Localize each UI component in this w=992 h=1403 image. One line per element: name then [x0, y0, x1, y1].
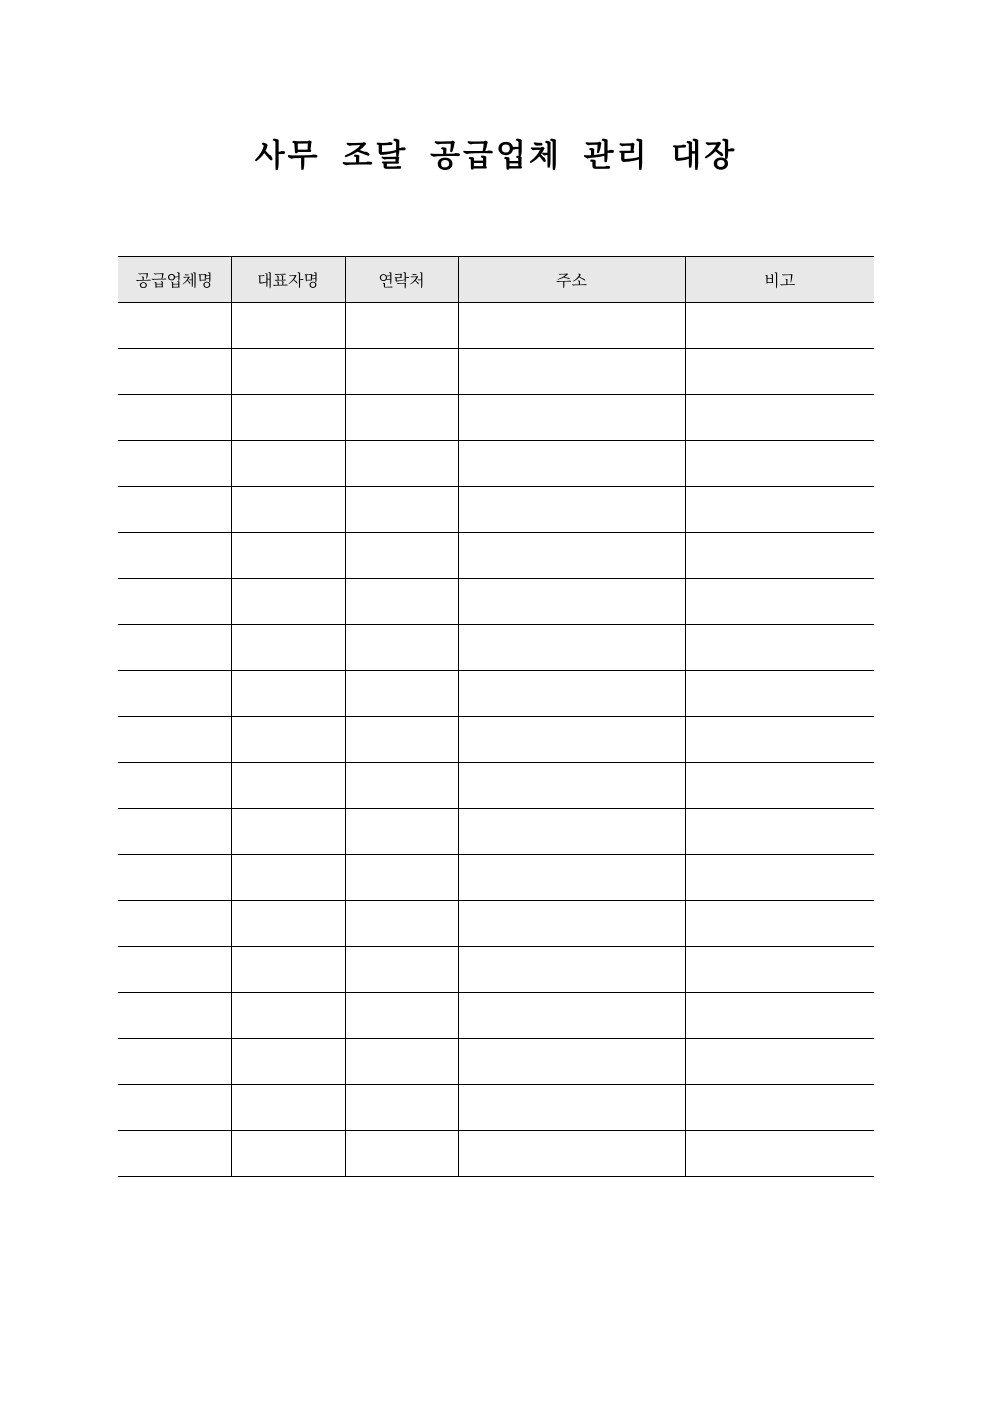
header-supplier-name: 공급업체명	[118, 257, 231, 303]
cell-supplier-name[interactable]	[118, 625, 231, 671]
cell-remarks[interactable]	[685, 671, 874, 717]
cell-address[interactable]	[458, 487, 685, 533]
page-title: 사무 조달 공급업체 관리 대장	[254, 138, 738, 174]
cell-remarks[interactable]	[685, 441, 874, 487]
cell-remarks[interactable]	[685, 855, 874, 901]
cell-remarks[interactable]	[685, 487, 874, 533]
table-row	[118, 487, 874, 533]
cell-address[interactable]	[458, 441, 685, 487]
cell-representative-name[interactable]	[231, 349, 345, 395]
cell-contact[interactable]	[345, 1085, 458, 1131]
cell-address[interactable]	[458, 1085, 685, 1131]
cell-remarks[interactable]	[685, 579, 874, 625]
table-body	[118, 303, 874, 1177]
cell-supplier-name[interactable]	[118, 993, 231, 1039]
header-representative-name: 대표자명	[231, 257, 345, 303]
table-header-row	[118, 257, 874, 303]
cell-contact[interactable]	[345, 395, 458, 441]
cell-address[interactable]	[458, 717, 685, 763]
cell-representative-name[interactable]	[231, 809, 345, 855]
cell-address[interactable]	[458, 579, 685, 625]
cell-supplier-name[interactable]	[118, 487, 231, 533]
cell-address[interactable]	[458, 303, 685, 349]
cell-remarks[interactable]	[685, 1085, 874, 1131]
cell-supplier-name[interactable]	[118, 717, 231, 763]
cell-representative-name[interactable]	[231, 901, 345, 947]
cell-representative-name[interactable]	[231, 1039, 345, 1085]
cell-supplier-name[interactable]	[118, 349, 231, 395]
cell-representative-name[interactable]	[231, 1085, 345, 1131]
table-row	[118, 395, 874, 441]
cell-remarks[interactable]	[685, 809, 874, 855]
cell-remarks[interactable]	[685, 349, 874, 395]
cell-supplier-name[interactable]	[118, 441, 231, 487]
header-contact: 연락처	[345, 257, 458, 303]
cell-supplier-name[interactable]	[118, 533, 231, 579]
cell-contact[interactable]	[345, 763, 458, 809]
cell-remarks[interactable]	[685, 625, 874, 671]
cell-remarks[interactable]	[685, 993, 874, 1039]
cell-supplier-name[interactable]	[118, 809, 231, 855]
cell-contact[interactable]	[345, 349, 458, 395]
cell-supplier-name[interactable]	[118, 579, 231, 625]
cell-representative-name[interactable]	[231, 395, 345, 441]
cell-remarks[interactable]	[685, 901, 874, 947]
cell-contact[interactable]	[345, 855, 458, 901]
cell-address[interactable]	[458, 855, 685, 901]
cell-representative-name[interactable]	[231, 1131, 345, 1177]
table-row	[118, 1131, 874, 1177]
cell-supplier-name[interactable]	[118, 671, 231, 717]
cell-contact[interactable]	[345, 487, 458, 533]
cell-contact[interactable]	[345, 1039, 458, 1085]
table-row	[118, 1085, 874, 1131]
cell-representative-name[interactable]	[231, 441, 345, 487]
cell-address[interactable]	[458, 947, 685, 993]
cell-remarks[interactable]	[685, 1131, 874, 1177]
cell-remarks[interactable]	[685, 395, 874, 441]
table-row	[118, 625, 874, 671]
table-row	[118, 993, 874, 1039]
cell-supplier-name[interactable]	[118, 855, 231, 901]
header-address: 주소	[458, 257, 685, 303]
header-remarks: 비고	[685, 257, 874, 303]
cell-supplier-name[interactable]	[118, 1085, 231, 1131]
cell-contact[interactable]	[345, 303, 458, 349]
cell-contact[interactable]	[345, 533, 458, 579]
table-row	[118, 671, 874, 717]
cell-address[interactable]	[458, 533, 685, 579]
cell-remarks[interactable]	[685, 947, 874, 993]
cell-contact[interactable]	[345, 947, 458, 993]
table-row	[118, 349, 874, 395]
cell-supplier-name[interactable]	[118, 1039, 231, 1085]
table-row	[118, 1039, 874, 1085]
cell-remarks[interactable]	[685, 717, 874, 763]
cell-supplier-name[interactable]	[118, 1131, 231, 1177]
cell-representative-name[interactable]	[231, 993, 345, 1039]
cell-address[interactable]	[458, 993, 685, 1039]
cell-representative-name[interactable]	[231, 947, 345, 993]
table-row	[118, 303, 874, 349]
table-row	[118, 855, 874, 901]
cell-supplier-name[interactable]	[118, 395, 231, 441]
cell-supplier-name[interactable]	[118, 303, 231, 349]
cell-address[interactable]	[458, 625, 685, 671]
table-row	[118, 901, 874, 947]
cell-representative-name[interactable]	[231, 487, 345, 533]
cell-remarks[interactable]	[685, 1039, 874, 1085]
cell-contact[interactable]	[345, 625, 458, 671]
supplier-ledger-table	[118, 256, 874, 1177]
table-row	[118, 441, 874, 487]
cell-supplier-name[interactable]	[118, 901, 231, 947]
cell-representative-name[interactable]	[231, 579, 345, 625]
cell-representative-name[interactable]	[231, 717, 345, 763]
cell-representative-name[interactable]	[231, 303, 345, 349]
cell-representative-name[interactable]	[231, 763, 345, 809]
table-row	[118, 533, 874, 579]
cell-representative-name[interactable]	[231, 855, 345, 901]
table-row	[118, 809, 874, 855]
cell-representative-name[interactable]	[231, 671, 345, 717]
cell-contact[interactable]	[345, 993, 458, 1039]
cell-address[interactable]	[458, 349, 685, 395]
cell-representative-name[interactable]	[231, 533, 345, 579]
cell-contact[interactable]	[345, 901, 458, 947]
cell-contact[interactable]	[345, 579, 458, 625]
cell-supplier-name[interactable]	[118, 947, 231, 993]
cell-contact[interactable]	[345, 717, 458, 763]
cell-address[interactable]	[458, 1039, 685, 1085]
table-row	[118, 947, 874, 993]
cell-contact[interactable]	[345, 671, 458, 717]
cell-address[interactable]	[458, 809, 685, 855]
cell-representative-name[interactable]	[231, 625, 345, 671]
cell-remarks[interactable]	[685, 763, 874, 809]
table-row	[118, 763, 874, 809]
cell-contact[interactable]	[345, 1131, 458, 1177]
cell-remarks[interactable]	[685, 533, 874, 579]
cell-address[interactable]	[458, 395, 685, 441]
cell-remarks[interactable]	[685, 303, 874, 349]
cell-contact[interactable]	[345, 809, 458, 855]
table-row	[118, 717, 874, 763]
cell-address[interactable]	[458, 1131, 685, 1177]
cell-contact[interactable]	[345, 441, 458, 487]
table-row	[118, 579, 874, 625]
cell-address[interactable]	[458, 901, 685, 947]
cell-address[interactable]	[458, 763, 685, 809]
cell-address[interactable]	[458, 671, 685, 717]
cell-supplier-name[interactable]	[118, 763, 231, 809]
